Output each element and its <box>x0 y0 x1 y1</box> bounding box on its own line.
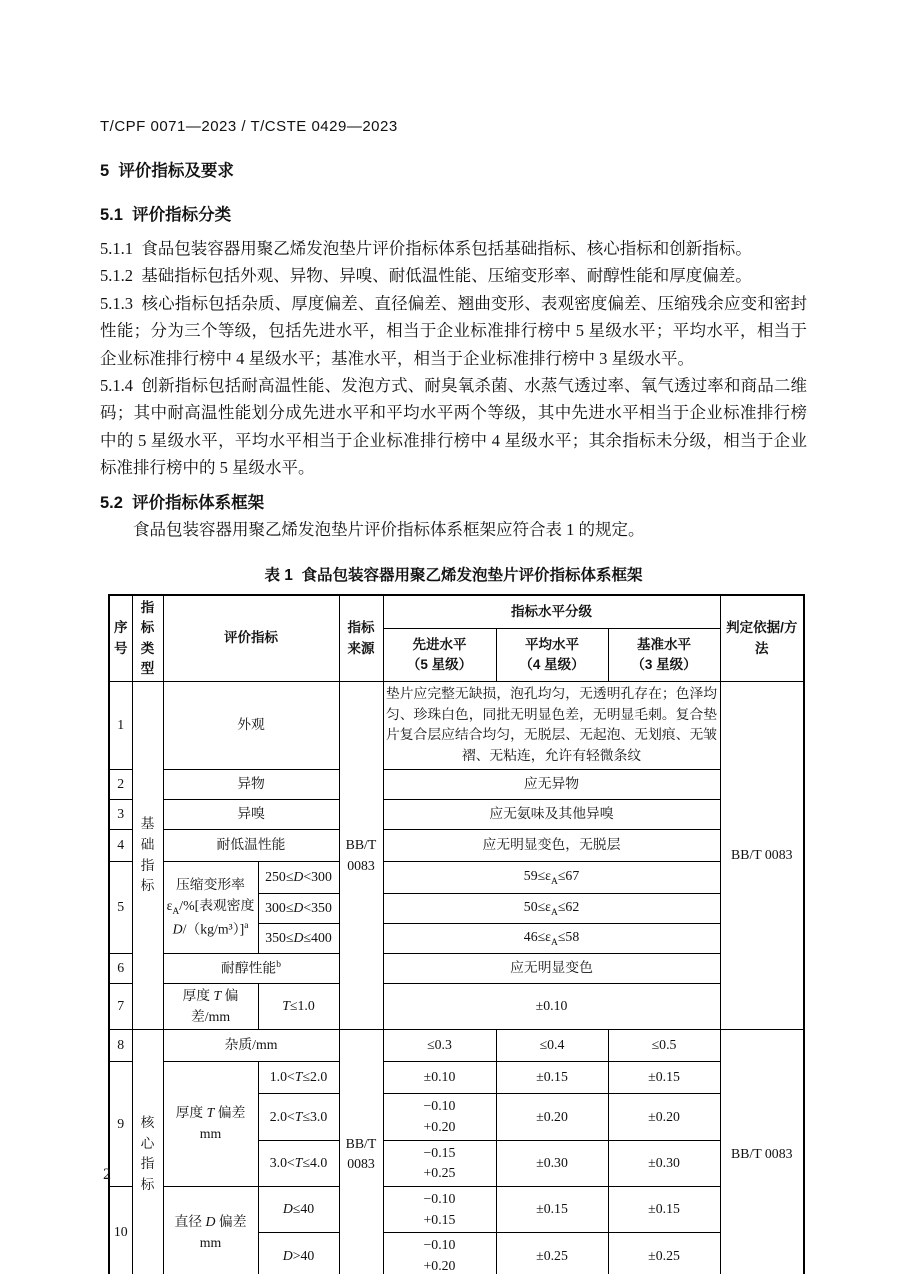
clause-5-2-intro: 食品包装容器用聚乙烯发泡垫片评价指标体系框架应符合表 1 的规定。 <box>133 519 645 539</box>
cell-level-advanced: −0.10 +0.20 <box>383 1094 496 1140</box>
cell-requirement: 垫片应完整无缺损，泡孔均匀，无透明孔存在；色泽均匀、珍珠白色，同批无明显色差，无明显毛刺。复合垫片复合层应结合均匀，无脱层、无起泡、无划痕、无皱褶、无粘连，允许有轻微条纹 <box>383 682 720 770</box>
cell-level-baseline: ±0.25 <box>608 1233 720 1274</box>
col-header-source: 指标 来源 <box>339 595 383 682</box>
cell-condition: 300≤D<350 <box>258 893 339 923</box>
cell-level-advanced: −0.15 +0.25 <box>383 1140 496 1186</box>
clause-5-1-4: 5.1.4 创新指标包括耐高温性能、发泡方式、耐臭氧杀菌、水蒸气透过率、氧气透过率和商品二维码；其中耐高温性能划分成先进水平和平均水平两个等级，其中先进水平相当于企业标准排行榜中的 5 星级水平，平均水平相当于企业标准排行榜中 4 星级水平；其余指标未分级，相当于企业标准排行榜中的 5 星级水平。 <box>100 376 807 478</box>
section-heading-5-2: 5.2 评价指标体系框架 <box>100 493 265 512</box>
cell-indicator: 耐醇性能$^b$ <box>163 953 339 983</box>
cell-condition: 250≤D<300 <box>258 861 339 893</box>
cell-method-basic: BB/T 0083 <box>720 682 804 1030</box>
cell-indicator: 厚度 T 偏差/mm <box>163 983 258 1029</box>
col-header-method: 判定依据/方法 <box>720 595 804 682</box>
col-header-level-average: 平均水平 （4 星级） <box>496 628 608 682</box>
col-header-seq: 序 号 <box>109 595 132 682</box>
table-row <box>109 1030 804 1062</box>
cell-level-advanced: ≤0.3 <box>383 1030 496 1062</box>
col-header-type: 指标 类型 <box>132 595 163 682</box>
cell-indicator: 杂质/mm <box>163 1030 339 1062</box>
cell-level-baseline: ±0.15 <box>608 1062 720 1094</box>
table-row <box>109 861 804 893</box>
cell-level-average: ±0.15 <box>496 1186 608 1232</box>
cell-method-core: BB/T 0083 <box>720 1030 804 1274</box>
cell-level-average: ±0.20 <box>496 1094 608 1140</box>
cell-requirement: 应无异物 <box>383 769 720 799</box>
framework-table <box>108 594 805 1274</box>
cell-level-baseline: ±0.30 <box>608 1140 720 1186</box>
cell-seq: 8 <box>109 1030 132 1062</box>
cell-seq: 9 <box>109 1062 132 1187</box>
cell-level-average: ±0.25 <box>496 1233 608 1274</box>
page-content <box>100 118 807 1274</box>
cell-requirement: ±0.10 <box>383 983 720 1029</box>
col-header-levels: 指标水平分级 <box>383 595 720 628</box>
col-header-indicator: 评价指标 <box>163 595 339 682</box>
cell-level-advanced: −0.10 +0.20 <box>383 1233 496 1274</box>
col-header-level-advanced: 先进水平 （5 星级） <box>383 628 496 682</box>
table-caption: 表 1 食品包装容器用聚乙烯发泡垫片评价指标体系框架 <box>264 567 643 585</box>
cell-requirement: 应无氨味及其他异嗅 <box>383 799 720 829</box>
cell-level-baseline: ±0.20 <box>608 1094 720 1140</box>
table-row <box>109 799 804 829</box>
cell-indicator: 压缩变形率 $\varepsilon_A/\%$[表观密度 D/（kg/m³）]$^a$ <box>163 861 258 953</box>
clause-5-1-1: 5.1.1 食品包装容器用聚乙烯发泡垫片评价指标体系包括基础指标、核心指标和创新指标。 <box>100 239 752 258</box>
cell-requirement: $46\le\varepsilon_A\le 58$ <box>383 923 720 953</box>
cell-indicator: 异嗅 <box>163 799 339 829</box>
clause-5-1-3: 5.1.3 核心指标包括杂质、厚度偏差、直径偏差、翘曲变形、表观密度偏差、压缩残余应变和密封性能；分为三个等级，包括先进水平，相当于企业标准排行榜中 5 星级水平；平均水平，相当于企业标准排行榜中 4 星级水平；基准水平，相当于企业标准排行榜中 3 星级水平。 <box>100 293 807 368</box>
cell-seq: 3 <box>109 799 132 829</box>
table-row <box>109 953 804 983</box>
cell-condition: D>40 <box>258 1233 339 1274</box>
cell-requirement: $50\le\varepsilon_A\le 62$ <box>383 893 720 923</box>
cell-level-average: ±0.15 <box>496 1062 608 1094</box>
cell-type-basic: 基础 指标 <box>132 682 163 1030</box>
cell-indicator: 耐低温性能 <box>163 829 339 861</box>
doc-header: T/CPF 0071—2023 / T/CSTE 0429—2023 <box>100 118 398 135</box>
table-row <box>109 682 804 770</box>
cell-source-basic: BB/T 0083 <box>339 682 383 1030</box>
cell-seq: 2 <box>109 769 132 799</box>
clause-5-1-2: 5.1.2 基础指标包括外观、异物、异嗅、耐低温性能、压缩变形率、耐醇性能和厚度偏差。 <box>100 266 752 286</box>
table-row <box>109 1186 804 1232</box>
cell-seq: 4 <box>109 829 132 861</box>
cell-condition: T≤1.0 <box>258 983 339 1029</box>
table-row <box>109 769 804 799</box>
table-row <box>109 1062 804 1094</box>
cell-indicator: 外观 <box>163 682 339 770</box>
cell-seq: 5 <box>109 861 132 953</box>
col-header-level-baseline: 基准水平 （3 星级） <box>608 628 720 682</box>
cell-condition: 1.0<T≤2.0 <box>258 1062 339 1094</box>
table-row <box>109 983 804 1029</box>
section-heading-5-1: 5.1 评价指标分类 <box>100 206 232 224</box>
cell-indicator: 厚度 T 偏差 mm <box>163 1062 258 1187</box>
cell-condition: 3.0<T≤4.0 <box>258 1140 339 1186</box>
cell-requirement: 应无明显变色，无脱层 <box>383 829 720 861</box>
table-row <box>109 829 804 861</box>
cell-level-advanced: −0.10 +0.15 <box>383 1186 496 1232</box>
cell-seq: 10 <box>109 1186 132 1274</box>
page-number: 2 <box>103 1166 111 1183</box>
cell-source-core: BB/T 0083 <box>339 1030 383 1274</box>
cell-level-baseline: ≤0.5 <box>608 1030 720 1062</box>
cell-seq: 7 <box>109 983 132 1029</box>
section-heading-5: 5 评价指标及要求 <box>100 162 234 180</box>
cell-level-advanced: ±0.10 <box>383 1062 496 1094</box>
cell-seq: 6 <box>109 953 132 983</box>
cell-condition: 2.0<T≤3.0 <box>258 1094 339 1140</box>
cell-indicator: 直径 D 偏差 mm <box>163 1186 258 1274</box>
cell-level-average: ≤0.4 <box>496 1030 608 1062</box>
cell-level-average: ±0.30 <box>496 1140 608 1186</box>
cell-level-baseline: ±0.15 <box>608 1186 720 1232</box>
cell-condition: D≤40 <box>258 1186 339 1232</box>
cell-requirement: 应无明显变色 <box>383 953 720 983</box>
cell-condition: 350≤D≤400 <box>258 923 339 953</box>
cell-type-core: 核心 指标 <box>132 1030 163 1274</box>
cell-indicator: 异物 <box>163 769 339 799</box>
cell-seq: 1 <box>109 682 132 770</box>
cell-requirement: $59\le\varepsilon_A\le 67$ <box>383 861 720 893</box>
